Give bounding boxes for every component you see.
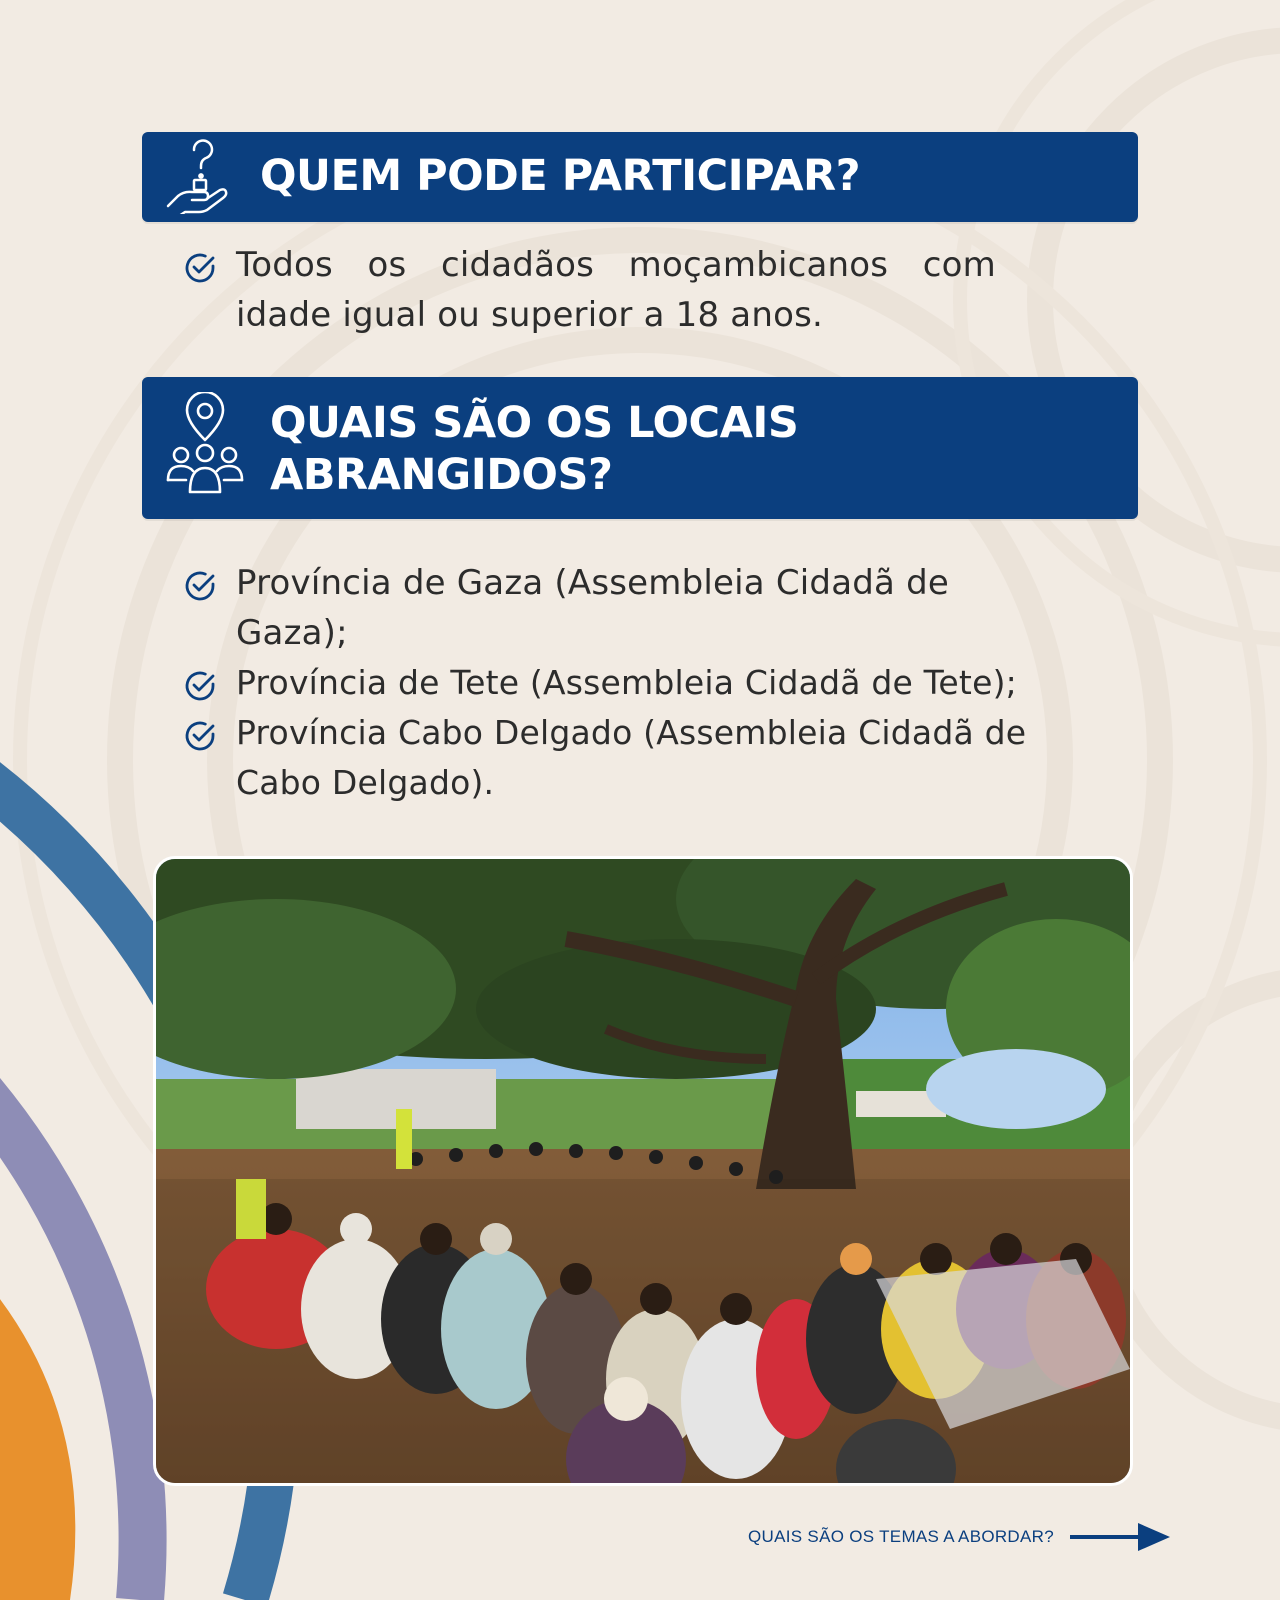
next-topic-label: QUAIS SÃO OS TEMAS A ABORDAR? bbox=[748, 1527, 1054, 1546]
section-title-line: QUAIS SÃO OS LOCAIS bbox=[270, 398, 799, 448]
section-title bbox=[270, 397, 798, 501]
location-people-icon bbox=[164, 392, 246, 504]
list-item bbox=[182, 240, 1012, 340]
check-circle-icon bbox=[182, 718, 218, 754]
next-topic-link[interactable] bbox=[748, 1520, 1172, 1554]
hand-question-icon bbox=[164, 136, 230, 218]
list-item-text: Província Cabo Delgado (Assembleia Cidadã de Cabo Delgado). bbox=[236, 713, 1027, 802]
check-circle-icon bbox=[182, 668, 218, 704]
list-item bbox=[182, 708, 1122, 808]
list-item-text: Todos os cidadãos moçambicanos com idade igual ou superior a 18 anos. bbox=[236, 245, 996, 335]
section-title-line: ABRANGIDOS? bbox=[270, 450, 613, 500]
list-item-text: Província de Tete (Assembleia Cidadã de Tete); bbox=[236, 663, 1017, 702]
list-item bbox=[182, 658, 1122, 708]
list-item bbox=[182, 558, 1082, 658]
community-meeting-photo bbox=[153, 856, 1133, 1486]
check-circle-icon bbox=[182, 250, 218, 286]
section-header-who-can-participate bbox=[142, 132, 1138, 222]
check-circle-icon bbox=[182, 568, 218, 604]
arrow-right-icon bbox=[1068, 1520, 1172, 1554]
section-title: QUEM PODE PARTICIPAR? bbox=[260, 151, 861, 201]
section-header-locations bbox=[142, 377, 1138, 519]
list-item-text: Província de Gaza (Assembleia Cidadã de Gaza); bbox=[236, 563, 949, 653]
